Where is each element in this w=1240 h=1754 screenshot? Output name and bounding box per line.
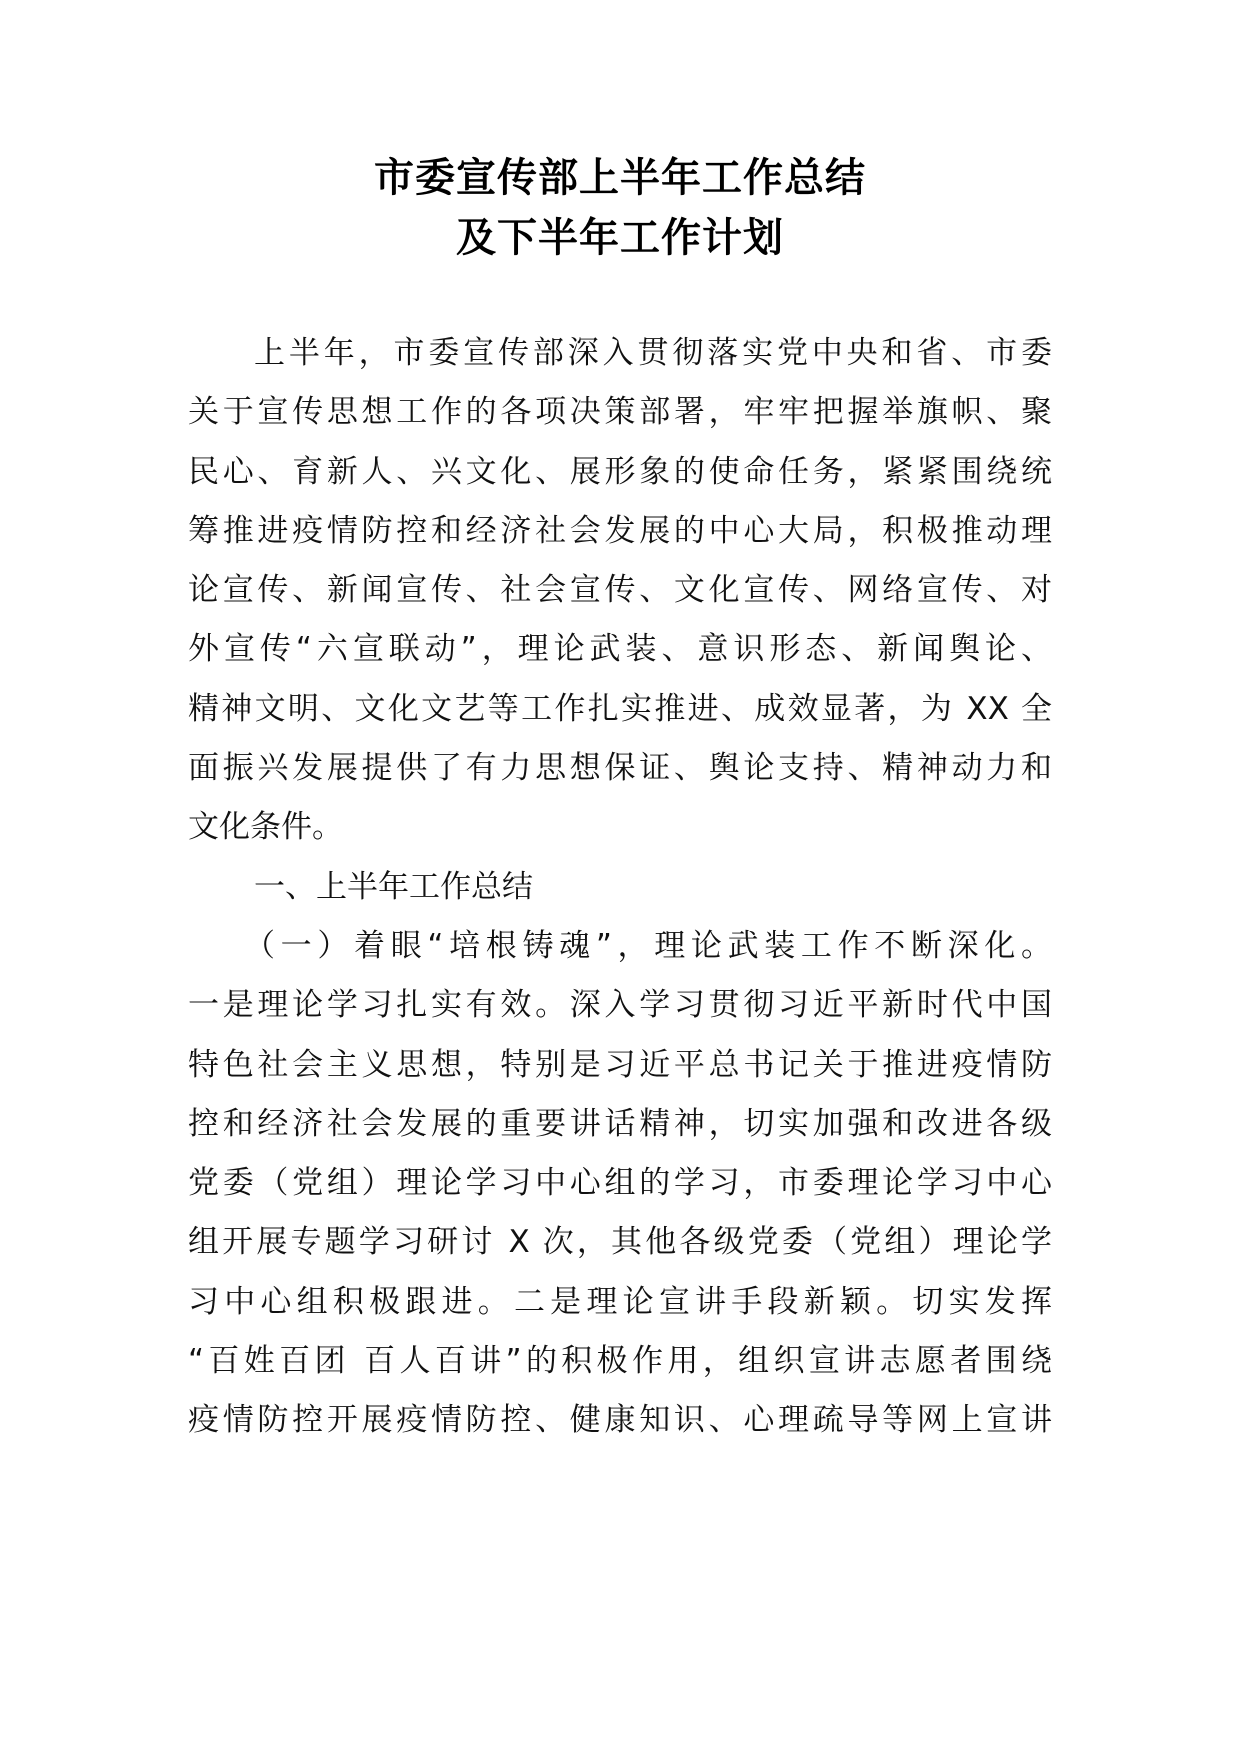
paragraph-line: 论宣传、新闻宣传、社会宣传、文化宣传、网络宣传、对 (188, 572, 1052, 609)
intro-paragraph (188, 324, 1052, 858)
section-heading: 一、上半年工作总结 (254, 868, 533, 905)
paragraph-line: 外宣传“六宣联动”，理论武装、意识形态、新闻舆论、 (188, 631, 1052, 668)
paragraph-line: 疫情防控开展疫情防控、健康知识、心理疏导等网上宣讲 (188, 1402, 1052, 1439)
paragraph-line: 关于宣传思想工作的各项决策部署，牢牢把握举旗帜、聚 (188, 394, 1052, 431)
paragraph-line: 上半年，市委宣传部深入贯彻落实党中央和省、市委 (254, 335, 1052, 371)
document-body (188, 324, 1052, 1451)
paragraph-line: 一是理论学习扎实有效。深入学习贯彻习近平新时代中国 (188, 987, 1052, 1024)
paragraph-line: 民心、育新人、兴文化、展形象的使命任务，紧紧围绕统 (188, 453, 1052, 490)
title-line-1: 市委宣传部上半年工作总结 (374, 155, 866, 201)
title-line-2: 及下半年工作计划 (456, 215, 784, 261)
document-title (0, 148, 1240, 268)
paragraph-line: “百姓百团 百人百讲”的积极作用，组织宣讲志愿者围绕 (188, 1343, 1052, 1380)
section-paragraph (188, 976, 1052, 1450)
paragraph-line: 文化条件。 (188, 809, 343, 846)
paragraph-line: 组开展专题学习研讨 X 次，其他各级党委（党组）理论学 (188, 1224, 1052, 1261)
paragraph-line: 特色社会主义思想，特别是习近平总书记关于推进疫情防 (188, 1046, 1052, 1083)
paragraph-line: 面振兴发展提供了有力思想保证、舆论支持、精神动力和 (188, 750, 1052, 787)
paragraph-line: 精神文明、文化文艺等工作扎实推进、成效显著，为 XX 全 (188, 690, 1052, 727)
paragraph-line: 党委（党组）理论学习中心组的学习，市委理论学习中心 (188, 1165, 1052, 1202)
paragraph-line: 习中心组积极跟进。二是理论宣讲手段新颖。切实发挥 (188, 1283, 1052, 1320)
paragraph-line: 筹推进疫情防控和经济社会发展的中心大局，积极推动理 (188, 512, 1052, 549)
subsection-heading: （一）着眼“培根铸魂”，理论武装工作不断深化。 (244, 927, 1052, 964)
paragraph-line: 控和经济社会发展的重要讲话精神，切实加强和改进各级 (188, 1105, 1052, 1142)
